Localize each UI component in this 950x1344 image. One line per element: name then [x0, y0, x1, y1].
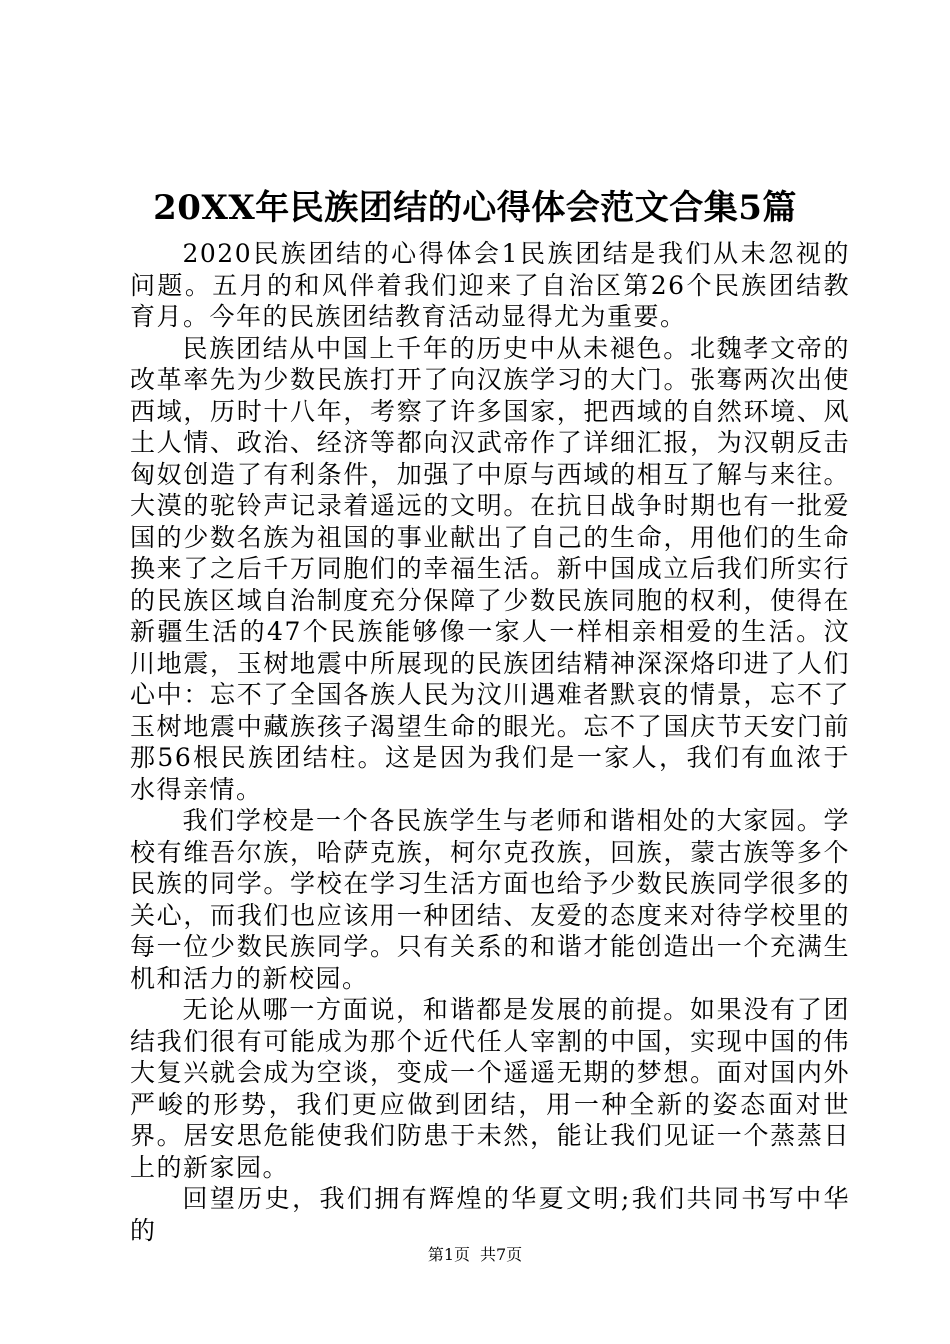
document-body: [130, 238, 850, 1246]
page-number: 第1页: [427, 1245, 470, 1264]
paragraph-2: 民族团结从中国上千年的历史中从未褪色。北魏孝文帝的改革率先为少数民族打开了向汉族学习的大门。张骞两次出使西域，历时十八年，考察了许多国家，把西域的自然环境、风土人情、政治、经济等都向汉武帝作了详细汇报，为汉朝反击匈奴创造了有利条件，加强了中原与西域的相互了解与来往。大漠的驼铃声记录着遥远的文明。在抗日战争时期也有一批爱国的少数名族为祖国的事业献出了自己的生命，用他们的生命换来了之后千万同胞们的幸福生活。新中国成立后我们所实行的民族区域自治制度充分保障了少数民族同胞的权利，使得在新疆生活的47个民族能够像一家人一样相亲相爱的生活。汶川地震，玉树地震中所展现的民族团结精神深深烙印进了人们心中：忘不了全国各族人民为汶川遇难者默哀的情景，忘不了玉树地震中藏族孩子渴望生命的眼光。忘不了国庆节天安门前那56根民族团结柱。这是因为我们是一家人，我们有血浓于水得亲情。: [130, 333, 850, 804]
paragraph-5: 回望历史，我们拥有辉煌的华夏文明;我们共同书写中华的: [130, 1184, 850, 1245]
paragraph-3: 我们学校是一个各民族学生与老师和谐相处的大家园。学校有维吾尔族，哈萨克族，柯尔克孜族，回族，蒙古族等多个民族的同学。学校在学习生活方面也给予少数民族同学很多的关心，而我们也应该用一种团结、友爱的态度来对待学校里的每一位少数民族同学。只有关系的和谐才能创造出一个充满生机和活力的新校园。: [130, 806, 850, 993]
paragraph-4: 无论从哪一方面说，和谐都是发展的前提。如果没有了团结我们很有可能成为那个近代任人宰割的中国，实现中国的伟大复兴就会成为空谈，变成一个遥遥无期的梦想。面对国内外严峻的形势，我们更应做到团结，用一种全新的姿态面对世界。居安思危能使我们防患于未然，能让我们见证一个蒸蒸日上的新家园。: [130, 995, 850, 1182]
document-title: 20XX年民族团结的心得体会范文合集5篇: [153, 188, 797, 228]
paragraph-1: 2020民族团结的心得体会1民族团结是我们从未忽视的问题。五月的和风伴着我们迎来了自治区第26个民族团结教育月。今年的民族团结教育活动显得尤为重要。: [130, 239, 850, 331]
page-total: 共7页: [480, 1245, 523, 1264]
page-footer: [0, 1244, 950, 1266]
